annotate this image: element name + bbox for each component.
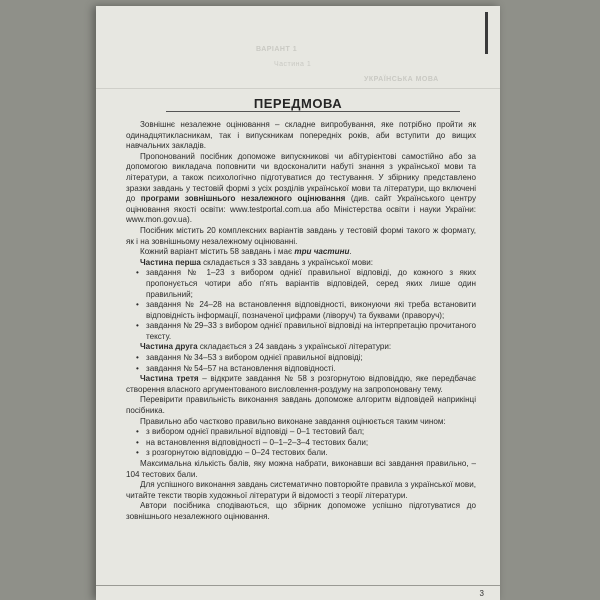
list-item: • з вибором однієї правильної відповіді – 0–1 тестовий бал; <box>136 427 476 438</box>
page-number: 3 <box>479 589 484 598</box>
score-list <box>126 427 476 459</box>
list-item: • завдання № 34–53 з вибором однієї правильної відповіді; <box>136 353 476 364</box>
page-title: ПЕРЕДМОВА <box>253 96 343 111</box>
page-edge-mark <box>485 12 488 54</box>
bleed-through-rule <box>96 88 500 89</box>
list-item: • завдання № 29–33 з вибором однієї правильної відповіді на інтерпретацію прочитаного тексту. <box>136 321 476 342</box>
book-page <box>96 6 500 600</box>
paragraph: Автори посібника сподіваються, що збірник допоможе успішно підготуватися до зовнішнього незалежного оцінювання. <box>126 501 476 521</box>
paragraph: Правильно або частково правильно виконане завдання оцінюється таким чином: <box>140 416 446 426</box>
part-three-paragraph: Частина третя – відкрите завдання № 58 з розгорнутою відповіддю, яке передбачає створення власного аргументованого висловлення-роздуму на запропоновану тему. <box>126 374 477 394</box>
list-item: • з розгорнутою відповіддю – 0–24 тестових бали. <box>136 448 476 459</box>
bleed-through-text: ВАРІАНТ 1 <box>256 46 298 53</box>
emphasis: три частини <box>294 247 350 257</box>
part-one-paragraph: Частина перша складається з 33 завдань з української мови: <box>140 257 374 267</box>
part-label: Частина перша <box>140 257 201 267</box>
part-two-list <box>126 353 476 374</box>
part-label: Частина друга <box>140 342 198 352</box>
bold-phrase: програми зовнішнього незалежного оцінювання <box>140 194 346 204</box>
list-item: • завдання № 54–57 на встановлення відповідності. <box>136 364 476 375</box>
part-one-list <box>126 268 476 342</box>
paragraph: Зовнішнє незалежне оцінювання – складне випробування, яке потрібно пройти як одинадцятикласникам, так і випускникам попередніх років, аби вступити до вищих навчальних закладів. <box>126 120 476 151</box>
list-item: • на встановлення відповідності – 0–1–2–3–4 тестових бали; <box>136 438 476 449</box>
paragraph: Перевірити правильність виконання завдань допоможе алгоритм відповідей наприкінці посібника. <box>126 395 476 416</box>
part-label: Частина третя <box>140 374 199 384</box>
footer-rule <box>96 585 500 586</box>
bleed-through-text: УКРАЇНСЬКА МОВА <box>364 76 439 83</box>
paragraph: Пропонований посібник допоможе випускникові чи абітурієнтові самостійно або за допомогою викладача поповнити чи вдосконалити набуті знання з української мови та літератури, а також психологічно підготуватися до тестування. У збірнику представлено зразки завдань у тестовій формі з усіх розділів української мови та літератури, що включені до програми зовнішнього незалежного оцінювання (див. сайт Українського центру оцінювання якості освіти: www.testportal.com.ua або Міністерства освіти і науки України: www.mon.gov.ua). <box>126 151 476 225</box>
paragraph: Для успішного виконання завдань систематично повторюйте правила з української мови, читайте тексти творів художньої літератури й відомості з теорії літератури. <box>126 480 476 500</box>
bleed-through-text: Частина 1 <box>274 61 312 68</box>
preface-body <box>126 120 476 523</box>
paragraph: Кожний варіант містить 58 завдань і має три частини. <box>140 247 352 257</box>
title-underline <box>166 111 460 112</box>
paragraph: Максимальна кількість балів, яку можна набрати, виконавши всі завдання правильно, – 104 тестових бали. <box>126 459 476 479</box>
list-item: • завдання № 24–28 на встановлення відповідності, виконуючи які треба встановити відповідність інформації, позначеної цифрами (ліворуч) та буквами (праворуч); <box>136 300 476 321</box>
list-item: • завдання № 1–23 з вибором однієї правильної відповіді, до кожного з яких пропонується чотири або п'ять варіантів відповідей, серед яких лише один правильний; <box>136 268 476 300</box>
part-two-paragraph: Частина друга складається з 24 завдань з української літератури: <box>140 342 392 352</box>
paragraph: Посібник містить 20 комплексних варіантів завдань у тестовій формі такого ж формату, як і на зовнішньому незалежному оцінюванні. <box>126 225 476 246</box>
